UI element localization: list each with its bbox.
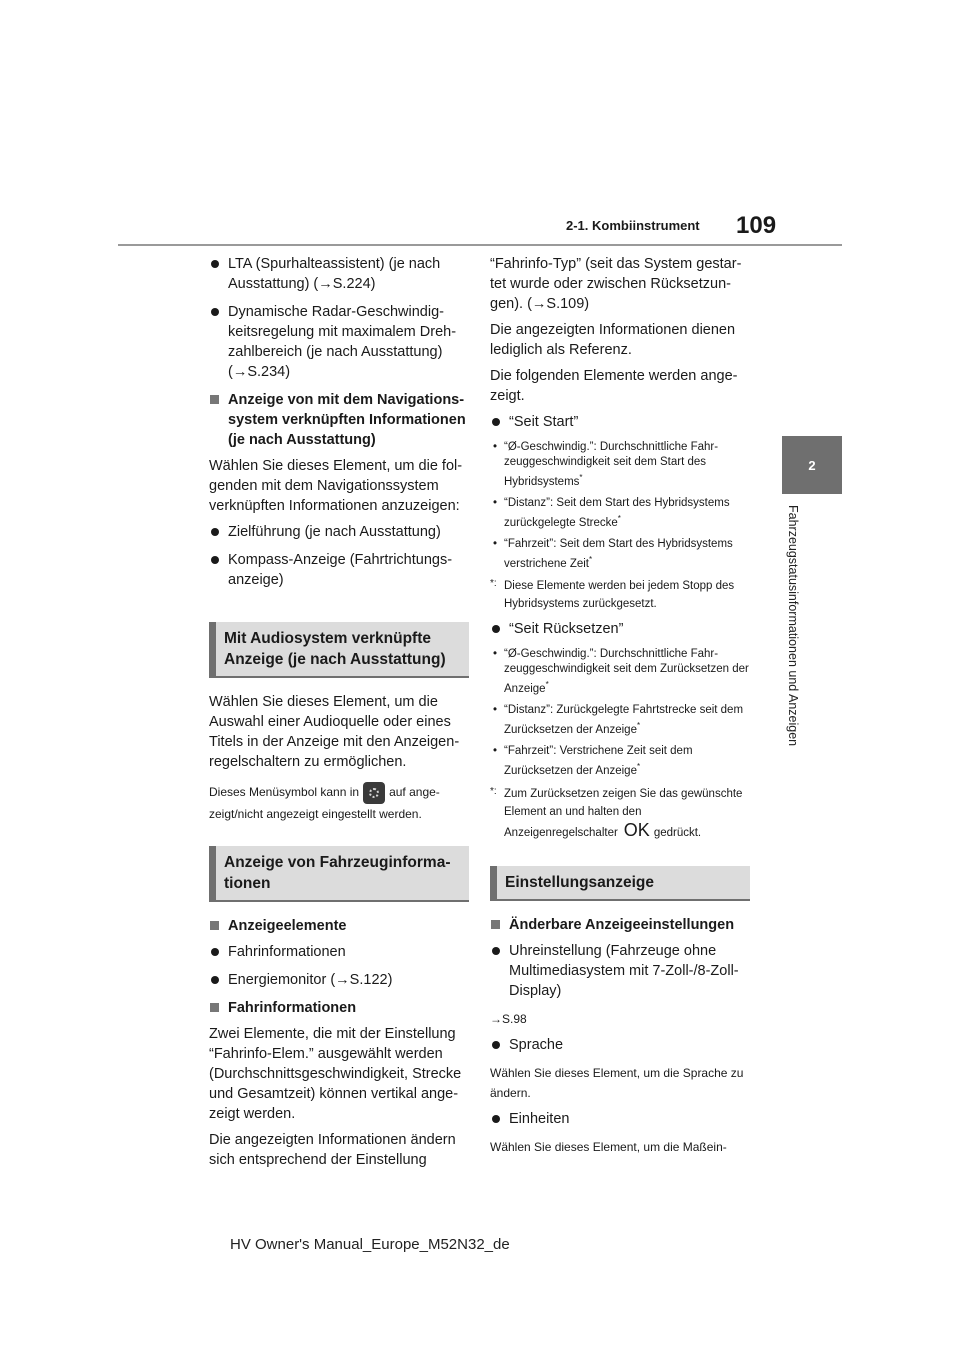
sub-list-item (490, 440, 750, 490)
subheading-text: Anzeigeelemente (228, 918, 347, 934)
small-bullet: • (493, 441, 498, 453)
asterisk-mark: * (617, 513, 621, 523)
list-item-text: Zielführung (je nach Ausstattung) (228, 524, 441, 540)
sub-list-text: “Distanz”: Seit dem Start des Hybridsystems zurückgelegte Strecke (504, 496, 730, 529)
list-item (209, 942, 469, 962)
bullet-icon (492, 947, 500, 955)
list-item-text: LTA (Spurhalteassistent) (je nach Ausstattung) (→S.224) (228, 256, 441, 292)
sub-list-item (490, 537, 750, 572)
list-item (209, 970, 469, 990)
ok-icon: OK (623, 819, 650, 840)
list-item-text: Uhreinstellung (Fahrzeuge ohne Multimediasystem mit 7-Zoll-/8-Zoll-Display) (509, 942, 739, 999)
bullet-icon (211, 948, 219, 956)
subheading-text: Fahrinformationen (228, 1000, 357, 1016)
subheading (209, 916, 469, 936)
sub-list-text: “Fahrzeit”: Seit dem Start des Hybridsystems verstrichene Zeit (504, 537, 733, 570)
list-item (209, 302, 469, 382)
footnote-text: gedrückt. (653, 826, 702, 839)
chapter-side-title (786, 505, 802, 770)
square-bullet-icon (210, 921, 219, 930)
subheading-text: Änderbare Anzeigeeinstellungen (509, 916, 735, 933)
menu-icon-note (209, 782, 469, 824)
asterisk-mark: * (545, 680, 549, 690)
sub-list-text: “Ø-Geschwindig.”: Durchschnittliche Fahrzeuggeschwindigkeit seit dem Zurücksetzen der Anzeige (504, 648, 749, 696)
footer-text: HV Owner's Manual_Europe_M52N32_de (230, 1236, 510, 1253)
footnote (490, 785, 750, 842)
paragraph: Zwei Elemente, die mit der Einstellung “Fahrinfo-Elem.” ausgewählt werden (Durchschnittsgeschwindigkeit, Strecke und Gesamtzeit) können vertikal angezeigt werden. (209, 1026, 462, 1122)
section-heading-box: Anzeige von Fahrzeuginformationen (209, 846, 469, 902)
sub-list-item (490, 744, 750, 779)
paragraph: Wählen Sie dieses Element, um die Auswahl einer Audioquelle oder eines Titels in der Anzeige mit den Anzeigenregelschaltern zu ermöglichen. (209, 694, 460, 770)
list-item (490, 619, 750, 639)
asterisk-mark: * (589, 554, 593, 564)
small-bullet: • (493, 648, 498, 661)
page-number: 109 (736, 212, 777, 239)
gear-icon (363, 782, 385, 804)
asterisk-mark: * (579, 473, 583, 482)
small-bullet: • (493, 496, 498, 509)
subheading-text: Anzeige von mit dem Navigationssystem verknüpften Informationen (je nach Ausstattung) (228, 392, 466, 448)
footnote-mark: *: (490, 785, 497, 797)
page-reference: →S.98 (490, 1011, 527, 1026)
note-text: auf angezeigt/nicht angezeigt eingestellt werden. (209, 785, 440, 821)
paragraph: Die folgenden Elemente werden angezeigt. (490, 368, 738, 404)
bullet-icon (211, 528, 219, 536)
list-item-text: Energiemonitor (→S.122) (228, 972, 393, 988)
section-heading-box: Einstellungsanzeige (490, 866, 750, 901)
footnote-text: Zum Zurücksetzen zeigen Sie das gewünschte Element an und halten den Anzeigenregelschalter (504, 787, 743, 839)
list-item-text: Fahrinformationen (228, 944, 346, 960)
square-bullet-icon (210, 395, 219, 404)
sub-list-text: “Distanz”: Zurückgelegte Fahrtstrecke seit dem Zurücksetzen der Anzeige (504, 704, 744, 737)
chapter-side-title-text: Fahrzeugstatusinformationen und Anzeigen (786, 505, 800, 747)
footnote-mark: *: (490, 578, 497, 590)
small-bullet: • (493, 537, 498, 550)
sub-list-item (490, 703, 750, 738)
list-item-text: Dynamische Radar-Geschwindigkeitsregelung mit maximalem Drehzahlbereich (je nach Ausstattung) (→S.234) (228, 304, 457, 380)
header-rule (118, 244, 842, 246)
sub-list-item (490, 496, 750, 531)
bullet-icon (492, 625, 500, 633)
left-column (209, 254, 469, 1176)
subheading (209, 998, 469, 1018)
footnote-text: Diese Elemente werden bei jedem Stopp des Hybridsystems zurückgesetzt. (504, 580, 735, 611)
small-bullet: • (493, 704, 498, 717)
chapter-tab: 2 (782, 436, 842, 494)
list-item (490, 1109, 750, 1129)
list-item-text: Einheiten (509, 1110, 570, 1127)
footnote (490, 577, 750, 613)
note-text: Dieses Menüsymbol kann in (209, 785, 360, 800)
list-item-text: “Seit Rücksetzen” (509, 621, 624, 638)
section-heading-box: Mit Audiosystem verknüpfte Anzeige (je nach Ausstattung) (209, 622, 469, 678)
asterisk-mark: * (636, 762, 641, 772)
right-column (490, 254, 750, 1163)
paragraph: Die angezeigten Informationen dienen lediglich als Referenz. (490, 322, 736, 358)
asterisk-mark: * (636, 721, 641, 731)
small-paragraph: Wählen Sie dieses Element, um die Maßein- (490, 1139, 727, 1154)
sub-list-text: “Fahrzeit”: Verstrichene Zeit seit dem Zurücksetzen der Anzeige (504, 745, 693, 777)
list-item (209, 522, 469, 542)
list-item-text: Kompass-Anzeige (Fahrtrichtungsanzeige) (228, 552, 453, 588)
bullet-icon (492, 418, 500, 426)
square-bullet-icon (491, 920, 500, 929)
subheading (490, 915, 750, 935)
subheading (209, 390, 469, 450)
list-item (490, 412, 750, 432)
bullet-icon (211, 308, 219, 316)
list-item (490, 941, 750, 1001)
list-item (209, 254, 469, 294)
paragraph: Wählen Sie dieses Element, um die folgenden mit dem Navigationssystem verknüpften Informationen anzuzeigen: (209, 458, 463, 514)
paragraph: “Fahrinfo-Typ” (seit das System gestartet wurde oder zwischen Rücksetzungen). (→S.109) (490, 256, 742, 312)
bullet-icon (492, 1115, 500, 1123)
square-bullet-icon (210, 1003, 219, 1012)
small-paragraph: Wählen Sie dieses Element, um die Sprache zu ändern. (490, 1065, 744, 1100)
list-item-text: Sprache (509, 1036, 564, 1053)
bullet-icon (211, 556, 219, 564)
bullet-icon (492, 1041, 500, 1049)
bullet-icon (211, 260, 219, 268)
sub-list-item (490, 647, 750, 697)
paragraph: Die angezeigten Informationen ändern sich entsprechend der Einstellung (209, 1132, 456, 1168)
list-item (490, 1035, 750, 1055)
list-item (209, 550, 469, 590)
sub-list-text: “Ø-Geschwindig.”: Durchschnittliche Fahrzeuggeschwindigkeit seit dem Start des Hybridsystems (504, 441, 719, 488)
small-bullet: • (493, 745, 498, 758)
list-item-text: “Seit Start” (509, 414, 579, 430)
bullet-icon (211, 976, 219, 984)
section-label: 2-1. Kombiinstrument (566, 218, 700, 233)
